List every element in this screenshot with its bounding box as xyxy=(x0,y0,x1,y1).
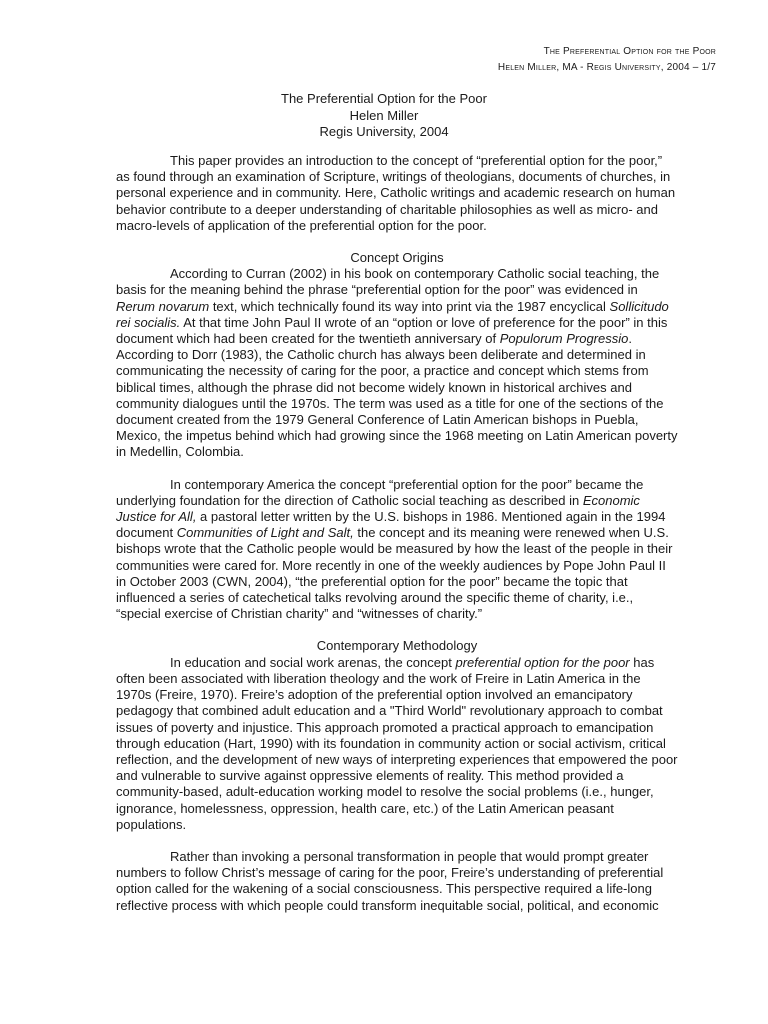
paragraph-concept-origins-1 xyxy=(116,266,678,460)
paragraph-concept-origins-2 xyxy=(116,477,678,623)
text-span: In contemporary America the concept “preferential option for the poor” became the underlying foundation for the direction of Catholic social teaching as described in xyxy=(116,476,644,508)
paragraph-methodology-1 xyxy=(116,655,678,833)
running-header xyxy=(498,44,716,76)
italic-title-sollicitudo: Sollicitudo rei socialis. xyxy=(116,298,669,330)
text-span: text, which technically found its way into print via the 1987 encyclical xyxy=(209,298,610,314)
italic-title-communities: Communities of Light and Salt, xyxy=(176,525,354,541)
intro-paragraph: This paper provides an introduction to the concept of “preferential option for the poor,” as found through an examination of Scripture, writings of theologians, documents of churches, in personal experience and in community. Here, Catholic writings and academic research on human behavior contribute to a deeper understanding of charitable philosophies as well as micro- and macro-levels of application of the preferential option for the poor. xyxy=(116,153,676,233)
section-heading-contemporary-methodology: Contemporary Methodology xyxy=(316,638,478,654)
text-span: At that time John Paul II wrote of an “option or love of preference for the poor” in this document which had been created for the twentieth anniversary of xyxy=(116,314,668,347)
text-span: a pastoral letter written by the U.S. bishops in 1986. Mentioned again in the 1994 document xyxy=(116,509,666,541)
section-heading-concept-origins: Concept Origins xyxy=(350,250,444,266)
italic-title-populorum: Populorum Progressio xyxy=(499,331,629,347)
italic-title-rerum-novarum: Rerum novarum xyxy=(116,298,210,314)
header-title: The Preferential Option for the Poor xyxy=(543,46,716,57)
title-block xyxy=(0,91,768,141)
paper-author: Helen Miller xyxy=(349,107,419,123)
text-span: According to Curran (2002) in his book on contemporary Catholic social teaching, the basis for the meaning behind the phrase “preferential option for the poor” was evidenced in xyxy=(116,266,660,298)
header-author-page: Helen Miller, MA - Regis University, 2004 – 1/7 xyxy=(497,62,716,73)
paragraph-methodology-2: Rather than invoking a personal transformation in people that would prompt greater numbers to follow Christ’s message of caring for the poor, Freire’s understanding of preferential option called for the wakening of a social consciousness. This perspective required a life-long reflective process with which people could transform inequitable social, political, and economic xyxy=(116,848,664,913)
text-span: the concept and its meaning were renewed when U.S. bishops wrote that the Catholic people would be measured by how the least of the people in their communities were cared for. More recently in one of the weekly audiences by Pope John Paul II in October 2003 (CWN, 2004), “the preferential option for the poor” became the topic that influenced a series of catechetical talks revolving around the specific theme of charity, i.e., “special exercise of Christian charity” and “witnesses of charity.” xyxy=(116,525,673,622)
italic-phrase: preferential option for the poor xyxy=(455,654,630,670)
text-span: . According to Dorr (1983), the Catholic church has always been deliberate and determined in communicating the necessity of caring for the poor, a practice and concept which stems from biblical times, although the phrase did not become widely known in historical archives and community dialogues until the 1970s. The term was used as a title for one of the sections of the document created from the 1979 General Conference of Latin American bishops in Puebla, Mexico, the impetus behind which had growing since the 1968 meeting on Latin American poverty in Medellin, Colombia. xyxy=(116,331,678,460)
body-text xyxy=(116,153,678,914)
paper-affiliation: Regis University, 2004 xyxy=(319,124,449,139)
text-span: In education and social work arenas, the concept xyxy=(170,654,456,670)
text-span: has often been associated with liberation theology and the work of Freire in Latin America in the 1970s (Freire, 1970). Freire’s adoption of the preferential option involved an emancipatory pedagogy that combined adult education and a "Third World" revolutionary approach to combat issues of poverty and injustice. This approach promoted a practical approach to emancipation through education (Hart, 1990) with its foundation in community action or social activism, critical reflection, and the development of new ways of interpreting experiences that empowered the poor and vulnerable to survive against oppressive elements of reality. This method provided a community-based, adult-education working model to resolve the social problems (i.e., hunger, ignorance, homelessness, oppression, health care, etc.) of the Latin American peasant populations. xyxy=(116,654,678,832)
paper-title: The Preferential Option for the Poor xyxy=(281,91,487,106)
italic-title-economic-justice: Economic Justice for All, xyxy=(116,492,640,525)
